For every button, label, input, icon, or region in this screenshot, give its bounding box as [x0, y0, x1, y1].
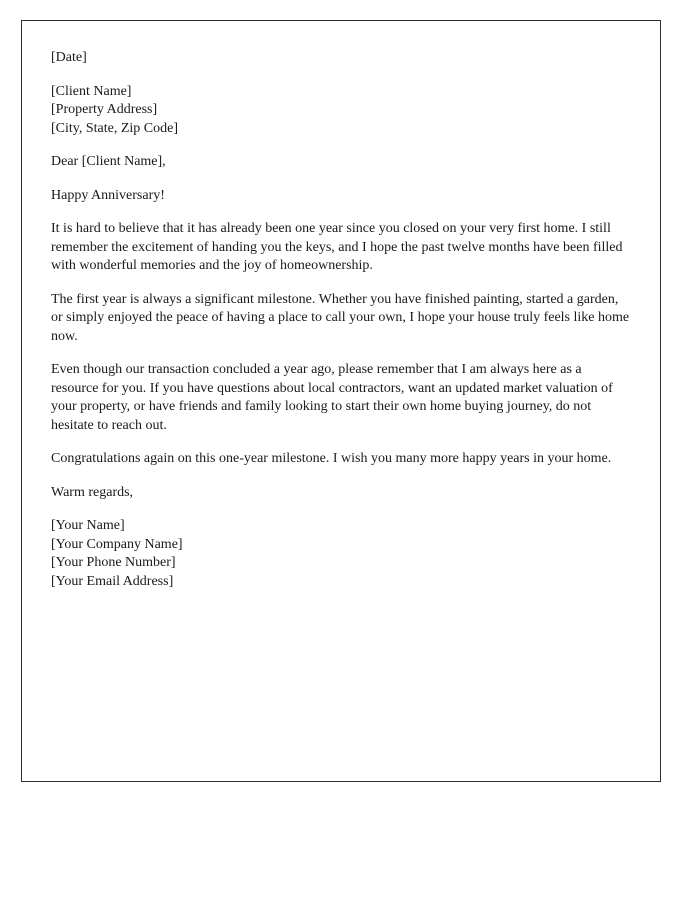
date-placeholder: [Date]	[51, 50, 87, 65]
recipient-address-block	[51, 83, 631, 139]
signature-company-line: [Your Company Name]	[51, 536, 183, 552]
salutation: Dear [Client Name],	[51, 154, 166, 169]
recipient-property-line: [Property Address]	[51, 102, 158, 117]
body-paragraph-4: Congratulations again on this one-year milestone. I wish you many more happy years in your home.	[51, 451, 612, 466]
recipient-name-line: [Client Name]	[51, 83, 132, 99]
signature-phone-line: [Your Phone Number]	[51, 555, 176, 570]
closing-line: Warm regards,	[51, 484, 134, 500]
opening-line: Happy Anniversary!	[51, 187, 165, 203]
body-paragraph-2: The first year is always a significant milestone. Whether you have finished painting, started a garden, or simply enjoyed the peace of having a place to call your own, I hope your house truly feels like home now.	[51, 291, 630, 344]
body-paragraph-1: It is hard to believe that it has already been one year since you closed on your very first home. I still remember the excitement of handing you the keys, and I hope the past twelve months have been filled with wonderful memories and the joy of homeownership.	[51, 221, 623, 273]
signature-email-line: [Your Email Address]	[51, 573, 174, 589]
signature-name-line: [Your Name]	[51, 518, 125, 533]
recipient-city-line: [City, State, Zip Code]	[51, 120, 179, 136]
signature-block	[51, 517, 631, 591]
body-paragraph-3: Even though our transaction concluded a year ago, please remember that I am always here as a resource for you. If you have questions about local contractors, want an updated market valuation of your property, or have friends and family looking to start their own home buying journey, do not hesitate to reach out.	[51, 362, 613, 433]
letter-page	[21, 20, 661, 782]
